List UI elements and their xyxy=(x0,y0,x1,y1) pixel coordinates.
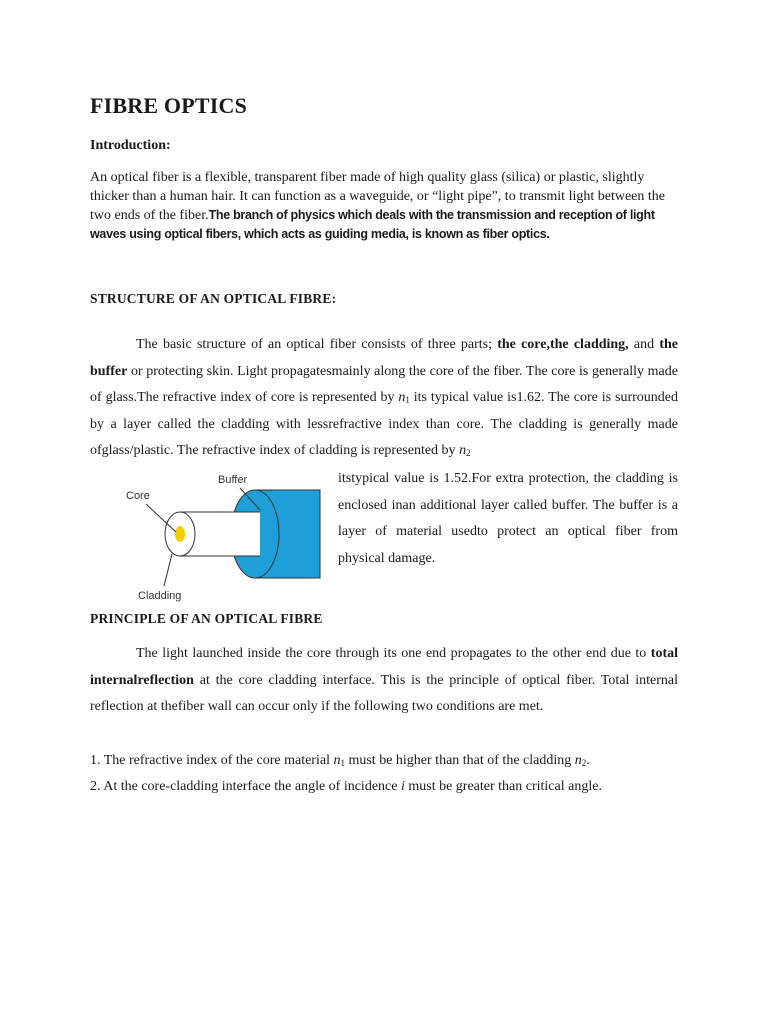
label-cladding: Cladding xyxy=(138,590,182,602)
cond1-text-c: . xyxy=(586,753,590,768)
cond1-n2: n xyxy=(574,753,582,768)
label-buffer: Buffer xyxy=(218,474,248,486)
structure-bold-buffer: the buffer xyxy=(90,337,678,379)
cond2-text-b: must be greater than critical angle. xyxy=(404,779,602,794)
structure-bold-core-cladding: the core,the cladding, xyxy=(497,337,629,352)
cond1-text-a: 1. The refractive index of the core material xyxy=(90,753,334,768)
structure-text-d: its typical value is1.62. The core is surrounded by a layer called the cladding with lessrefractive index than core. The cladding is generally made ofglass/plastic. The refractive index of cladding is represented by xyxy=(90,390,678,458)
introduction-paragraph xyxy=(90,168,680,244)
structure-heading: STRUCTURE OF AN OPTICAL FIBRE: xyxy=(90,291,337,306)
label-core: Core xyxy=(126,490,150,502)
cond1-n1-sub: 1 xyxy=(340,758,345,768)
principle-paragraph xyxy=(90,641,678,721)
core-dot xyxy=(175,526,185,542)
condition-item-2 xyxy=(90,774,690,800)
n2-symbol: n xyxy=(459,443,467,458)
structure-text-c: or protecting skin. Light propagatesmainly along the core of the fiber. The core is generally made of glass.The refractive index of core is represented by xyxy=(90,363,678,405)
structure-text-a: The basic structure of an optical fiber consists of three parts; xyxy=(136,337,498,352)
introduction-text: An optical fiber is a flexible, transparent fiber made of high quality glass (silica) or plastic, slightly thicker than a human hair. It can function as a waveguide, or “light pipe”, to transmit light between the two ends of the fiber. xyxy=(90,170,665,223)
introduction-heading: Introduction: xyxy=(90,138,171,153)
document-title: FIBRE OPTICS xyxy=(90,93,248,118)
n1-subscript: 1 xyxy=(405,395,410,405)
fiber-structure-diagram xyxy=(110,468,332,604)
principle-heading: PRINCIPLE OF AN OPTICAL FIBRE xyxy=(90,611,323,626)
cond1-n2-sub: 2 xyxy=(581,758,587,768)
principle-text-a: The light launched inside the core through its one end propagates to the other end due to xyxy=(136,646,651,661)
n1-symbol: n xyxy=(398,390,406,405)
cladding-pointer xyxy=(164,554,172,586)
cond1-text-b: must be higher than that of the cladding xyxy=(344,753,575,768)
condition-list xyxy=(90,748,690,800)
cond2-text-a: 2. At the core-cladding interface the angle of incidence xyxy=(90,779,401,794)
condition-item-1 xyxy=(90,748,690,774)
cond1-n1: n xyxy=(333,753,341,768)
cond2-i: i xyxy=(400,779,405,794)
introduction-bold-text: The branch of physics which deals with the transmission and reception of light waves using optical fibers, which acts as guiding media, is known as fiber optics. xyxy=(90,208,655,241)
structure-paragraph xyxy=(90,332,678,465)
n2-subscript: 2 xyxy=(466,448,471,458)
principle-bold-tir: total internalreflection xyxy=(90,646,678,688)
structure-wrap-paragraph: itstypical value is 1.52.For extra protection, the cladding is enclosed inan additional layer called buffer. The buffer is a layer of material usedto protect an optical fiber from physical damage. xyxy=(338,471,678,566)
principle-text-b: at the core cladding interface. This is the principle of optical fiber. Total internal reflection at thefiber wall can occur only if the following two conditions are met. xyxy=(90,672,678,714)
structure-text-b: and xyxy=(628,337,660,352)
